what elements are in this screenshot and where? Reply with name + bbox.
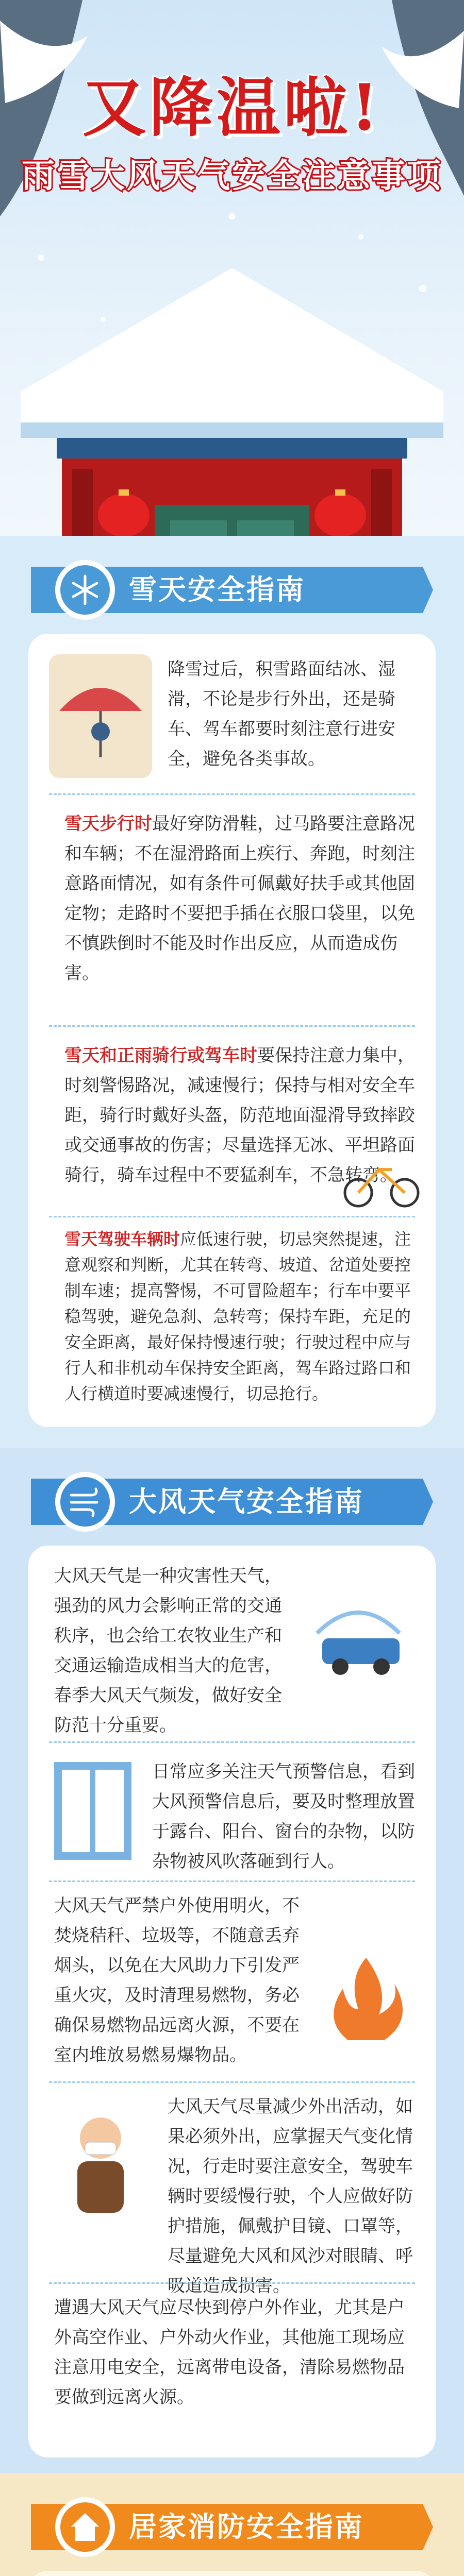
snow-guide-card [28,634,436,1427]
snow-section [0,536,464,1448]
fire-section-banner [31,2488,433,2566]
car-wind-illustration [302,1571,415,1685]
divider [49,1025,415,1027]
snow-section-title: 雪天安全指南 [129,573,305,606]
snow-section-banner [31,551,433,629]
snow-walk-tip [64,809,415,988]
snowflake-icon [67,572,103,608]
snow-ride-lead: 雪天和正雨骑行或驾车时 [64,1045,257,1066]
wind-section [0,1448,464,2473]
snow-drive-lead: 雪天驾驶车辆时 [64,1229,180,1249]
snow-walk-text: 最好穿防滑鞋，过马路要注意路况和车辆；不在湿滑路面上疾行、奔跑，时刻注意路面情况，如有条件可佩戴好扶手或其他固定物；走路时不要把手插在衣服口袋里，以免不慎跌倒时不能及时作出反应，从而造成伤害。 [64,814,415,984]
fire-section-title: 居家消防安全指南 [129,2511,364,2543]
snow-ride-text: 要保持注意力集中，时刻警惕路况，减速慢行；保持与相对安全车距，骑行时戴好头盔，防范地面湿滑导致摔跤或交通事故的伤害；尽量选择无冰、平坦路面骑行，骑车过程中不要猛刹车，不急转弯。 [64,1045,415,1185]
wind-item-text: 大风天气尽量减少外出活动，如果必须外出，应掌握天气变化情况，行走时要注意安全，驾驶车辆时要缓慢行驶，个人应做好防护措施，佩戴护目镜、口罩等，尽量避免大风和风沙对眼睛、呼吸道造成损害。 [168,2096,413,2296]
bicycle-illustration [343,1154,420,1211]
wind-icon [67,1485,103,1519]
wind-section-title: 大风天气安全指南 [129,1485,364,1518]
divider [49,1880,415,1882]
wind-item-text: 大风天气是一种灾害性天气，强劲的风力会影响正常的交通秩序，也会给工农牧业生产和交通运输造成相当大的危害，春季大风天气频发，做好安全防范十分重要。 [54,1566,282,1736]
window-illustration [49,1757,137,1865]
umbrella-person-illustration [49,654,152,778]
wind-item-text: 大风天气严禁户外使用明火，不焚烧秸秆、垃圾等，不随意丢弃烟头，以免在大风助力下引发严重火灾，及时清理易燃物，务必确保易燃物品远离火源，不要在室内堆放易燃易爆物品。 [54,1895,300,2065]
fire-hazard-illustration [317,1947,415,2045]
home-icon [68,2509,102,2545]
divider [49,1216,415,1217]
wind-section-banner [31,1463,433,1540]
wind-item-text: 遭遇大风天气应尽快到停户外作业，尤其是户外高空作业、户外动火作业，其他施工现场应注意用电安全，远离带电设备，清除易燃物品要做到远离火源。 [54,2297,405,2408]
snow-walk-lead: 雪天步行时 [64,814,152,834]
divider [49,2081,415,2083]
hero-subtitle: 雨雪大风天气安全注意事项 [22,157,442,195]
snow-drive-tip [64,1226,415,1406]
fire-guide-card [28,2571,436,2576]
divider [49,1741,415,1743]
wind-guide-card [28,1546,436,2458]
wind-item-text: 日常应多关注天气预警信息，看到大风预警信息后，要及时整理放置于露台、阳台、窗台的杂物，以防杂物被风吹落砸到行人。 [152,1761,415,1872]
masked-person-illustration [49,2102,152,2215]
fire-section [0,2473,464,2576]
divider [49,793,415,795]
snow-drive-text: 应低速行驶，切忌突然提速，注意观察和判断，尤其在转弯、坡道、岔道处要控制车速；提高警惕，不可冒险超车；行车中要平稳驾驶，避免急刹、急转弯；保持车距，充足的安全距离，最好保持慢速行驶；行驶过程中应与行人和非机动车保持安全距离，驾车路过路口和人行横道时要减速慢行，切忌抢行。 [64,1229,411,1403]
hero-title: 又降温啦! [82,71,382,145]
divider [49,2282,415,2284]
snow-item-text: 降雪过后，积雪路面结冰、湿滑，不论是步行外出，还是骑车、驾车都要时刻注意行进安全，避免各类事故。 [168,659,395,769]
